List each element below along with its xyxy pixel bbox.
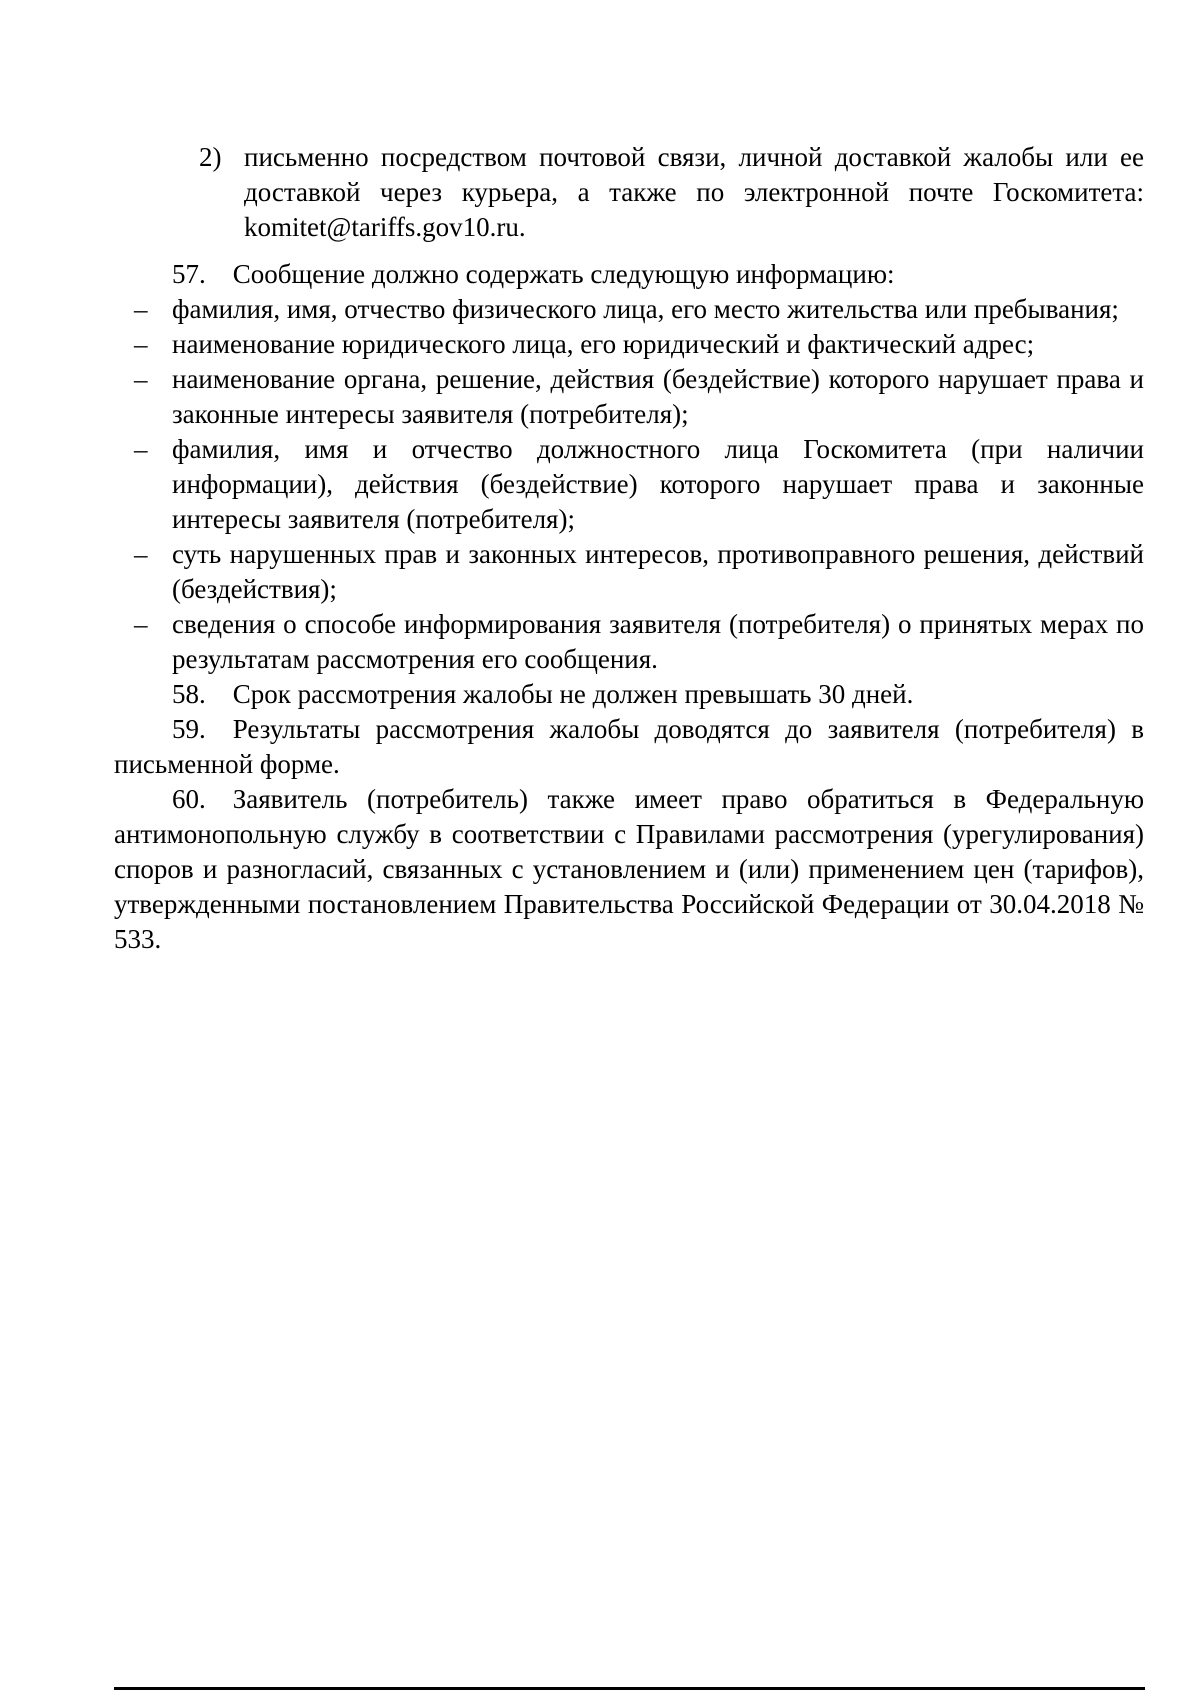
list-item-text: наименование юридического лица, его юридический и фактический адрес; [172,329,1035,359]
paragraph-60: 60. Заявитель (потребитель) также имеет право обратиться в Федеральную антимонопольную службу в соответствии с Правилами рассмотрения (урегулирования) споров и разногласий, связанных с установлением и (или) применением цен (тарифов), утвержденными постановлением Правительства Российской Федерации от 30.04.2018 № 533. [114,784,1144,954]
dash-bullet: – [134,329,148,359]
paragraph-57: 57. Сообщение должно содержать следующую информацию: [172,259,895,289]
dash-bullet: – [134,434,148,464]
list-item-text: наименование органа, решение, действия (бездействие) которого нарушает права и законные интересы заявителя (потребителя); [172,364,1144,429]
list-item [114,292,1144,327]
dash-bullet: – [134,539,148,569]
list-item-text: суть нарушенных прав и законных интересов, противоправного решения, действий (бездействия); [172,539,1144,604]
list-item [114,432,1144,537]
paragraph-58: 58. Срок рассмотрения жалобы не должен превышать 30 дней. [172,679,914,709]
footer-rule [114,1687,1145,1690]
list-item-text: письменно посредством почтовой связи, личной доставкой жалобы или ее доставкой через курьера, а также по электронной почте Госкомитета: komitet@tariffs.gov10.ru. [244,142,1144,242]
dash-bullet: – [134,294,148,324]
list-item [114,327,1144,362]
dash-bullet: – [134,364,148,394]
list-item-2 [199,140,1144,245]
paragraph-59: 59. Результаты рассмотрения жалобы доводятся до заявителя (потребителя) в письменной форме. [114,714,1144,779]
dash-bullet: – [134,609,148,639]
list-item-text: сведения о способе информирования заявителя (потребителя) о принятых мерах по результатам рассмотрения его сообщения. [172,609,1144,674]
list-item [114,607,1144,677]
list-item-text: фамилия, имя и отчество должностного лица Госкомитета (при наличии информации), действия (бездействие) которого нарушает права и законные интересы заявителя (потребителя); [172,434,1144,534]
document-body [114,140,1144,957]
list-item [114,362,1144,432]
list-item-number: 2) [199,142,222,172]
list-item [114,537,1144,607]
list-item-text: фамилия, имя, отчество физического лица, его место жительства или пребывания; [172,294,1119,324]
